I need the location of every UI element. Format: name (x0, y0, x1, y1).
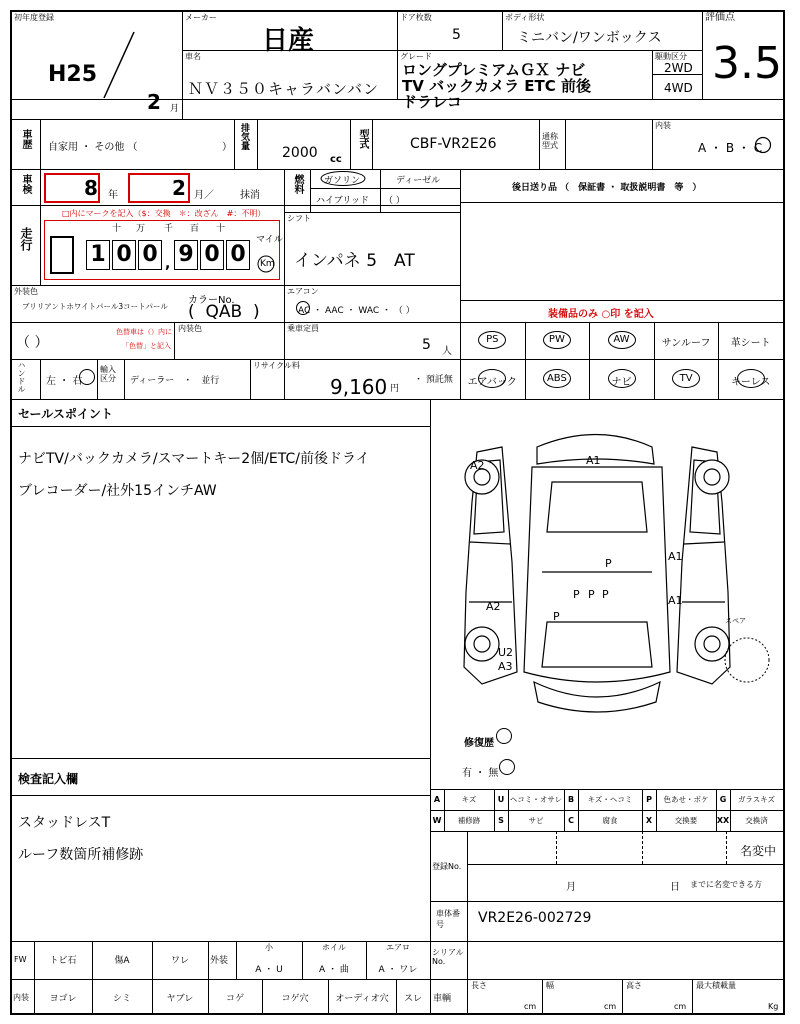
divider (380, 169, 381, 212)
maker-value: 日産 (262, 26, 315, 56)
odometer-place: 十 (112, 224, 122, 234)
repair-history-value: 有 ・ 無 (462, 768, 499, 779)
score-label: 評価点 (705, 12, 735, 23)
odometer-comma: , (165, 256, 171, 272)
damage-type: オーディオ穴 (335, 994, 389, 1004)
divider (467, 979, 468, 1015)
divider (40, 119, 41, 169)
legend-cell: U (497, 795, 505, 804)
mileage-note: □内にマークを記入（$：交換 ＊：改ざん #：不明） (62, 209, 266, 218)
serial-label: シリアルNo. (432, 948, 464, 966)
damage-mark: A1 (668, 550, 683, 563)
divider (539, 119, 540, 169)
damage-type: ヨゴレ (49, 994, 77, 1004)
cm-unit: cm (524, 1002, 537, 1011)
divider (467, 831, 468, 901)
circle-mark (498, 758, 516, 776)
circle-mark (737, 369, 765, 388)
cm-unit: cm (604, 1002, 617, 1011)
grade-line-1: ロングプレミアムＧＸ ナビ (402, 61, 586, 79)
maker-label: メーカー (185, 13, 217, 22)
damage-type: コゲ (225, 994, 244, 1004)
displacement-unit: cc (330, 154, 342, 165)
divider (467, 864, 783, 865)
interior-label: 内装 (13, 993, 29, 1002)
equipment-item: 革シート (730, 338, 771, 349)
divider (642, 831, 643, 864)
damage-type: ワレ (170, 956, 189, 966)
chassis-label: 車体番号 (436, 909, 460, 929)
divider (257, 119, 258, 169)
repair-history-label: 修復歴 (464, 738, 494, 749)
divider (460, 169, 461, 399)
legend-cell: 交換済 (745, 816, 768, 825)
car-name-label: 車名 (185, 52, 201, 61)
legend-cell: S (498, 816, 504, 825)
divider (12, 399, 783, 400)
docs-title: 後日送り品 （ 保証書 ・ 取扱説明書 等 ） (512, 183, 702, 193)
divider (40, 169, 41, 285)
divider (692, 979, 693, 1015)
equipment-item: エアバック (467, 377, 517, 388)
divider (12, 941, 783, 942)
damage-type: コゲ穴 (281, 994, 309, 1004)
era-year: H25 (48, 62, 98, 87)
recycle-deposit: ・ 預託無 (414, 375, 453, 385)
circle-mark (754, 136, 772, 154)
car-name-value: ＮＶ３５０キャラバンバン (188, 80, 379, 98)
fw-label: FW (14, 955, 27, 964)
divider (310, 188, 460, 189)
grade-line-2: TV バックカメラ ETC 前後 (402, 77, 591, 95)
unit-km: Km (260, 259, 275, 269)
odometer-digit: 0 (112, 240, 136, 270)
equipment-item: PS (486, 334, 499, 345)
damage-mark: A1 (586, 454, 601, 467)
red-note-1: 色替車は（）内に (116, 328, 172, 336)
sales-line-2: ブレコーダー/社外15インチAW (18, 483, 217, 499)
drive-2wd: 2WD (664, 61, 693, 75)
divider (182, 119, 783, 120)
divider (556, 831, 557, 864)
odometer-digit: 9 (174, 240, 198, 270)
divider (702, 12, 703, 99)
damage-mark: P (573, 588, 580, 601)
divider (430, 831, 783, 832)
month-unit: 月／ (194, 190, 214, 201)
divider (97, 359, 98, 399)
inspection-label: 車検 (20, 174, 31, 194)
inspection-year: 8 (84, 176, 98, 200)
ac-label: エアコン (287, 287, 319, 296)
handle-label: ハンドル (17, 361, 26, 393)
divider (124, 359, 125, 399)
chassis-number: VR2E26-002729 (478, 910, 592, 926)
legend-cell: 色あせ・ボケ (663, 795, 709, 804)
color-no: QAB (205, 302, 243, 322)
divider (430, 979, 431, 1015)
divider (12, 758, 430, 759)
length-label: 長さ (471, 981, 487, 990)
first-reg-label: 初年度登録 (14, 13, 54, 22)
damage-type: ヤブレ (166, 994, 194, 1004)
divider (250, 359, 251, 399)
damage-mark: A2 (486, 600, 501, 613)
import-value: ディーラー ・ 並行 (130, 376, 220, 386)
equipment-item: ナビ (611, 377, 632, 388)
color-no-value: ( QAB ) (188, 302, 260, 322)
odometer-digit: 0 (200, 240, 224, 270)
drive-label: 駆動区分 (655, 52, 687, 61)
red-note-2: 「色替」と記入 (122, 342, 171, 350)
common-model-label: 通称型式 (542, 132, 558, 150)
divider (397, 12, 398, 99)
circle-mark (478, 331, 506, 349)
legend-cell: A (433, 795, 441, 804)
divider (502, 12, 503, 50)
exterior-label: 外装 (210, 956, 229, 966)
year-unit: 年 (108, 190, 118, 201)
odometer-digit (50, 236, 74, 274)
sales-points-title: セールスポイント (18, 407, 113, 421)
divider (12, 169, 783, 170)
damage-mark: A2 (470, 459, 485, 472)
divider (234, 119, 235, 169)
legend-cell: ガラスキズ (737, 795, 776, 804)
equipment-item: PW (548, 334, 565, 345)
interior-color-label: 内装色 (178, 324, 202, 333)
odometer-place: 万 (136, 224, 146, 234)
fuel-hybrid: ハイブリッド (316, 196, 370, 206)
fuel-gas: ガソリン (324, 176, 361, 186)
small-label: 小 (265, 943, 273, 952)
equipment-item: TV (679, 373, 693, 384)
divider (430, 941, 431, 979)
inspection-month: 2 (172, 176, 186, 200)
doors-value: 5 (452, 27, 461, 43)
divider (622, 979, 623, 1015)
divider (467, 901, 468, 941)
legend-cell: B (567, 795, 575, 804)
divider (12, 119, 182, 120)
reg-day-unit: 日 (670, 882, 680, 893)
damage-mark: P (553, 610, 560, 623)
odometer-place: 十 (216, 224, 226, 234)
equipment-item: ABS (546, 373, 567, 384)
divider (350, 119, 351, 169)
capacity-value: 5 (422, 337, 431, 353)
circle-mark (295, 300, 311, 316)
inspection-line-2: ルーフ数箇所補修跡 (18, 847, 144, 863)
circle-mark (543, 331, 571, 349)
recycle-fee: 9,160 (330, 375, 388, 399)
legend-cell: サビ (528, 816, 544, 825)
small-value: A ・ U (255, 965, 283, 975)
shift-value: インパネ 5 AT (294, 251, 415, 271)
model-label: 型式 (357, 129, 368, 149)
history-close: ） (222, 142, 232, 153)
dims-label: 車輌 (433, 994, 452, 1004)
damage-mark: A3 (498, 660, 513, 673)
history-value: 自家用 ・ その他 （ (48, 142, 138, 153)
odometer-digit: 0 (138, 240, 162, 270)
damage-type: シミ (112, 994, 131, 1004)
legend-cell: キズ (461, 795, 477, 804)
aero-value: A ・ ワレ (378, 965, 418, 975)
damage-mark: P (605, 557, 612, 570)
divider (372, 119, 373, 169)
kg-unit: Kg (768, 1002, 779, 1011)
odometer-digit: 0 (226, 240, 250, 270)
fuel-diesel: ディーゼル (396, 176, 441, 186)
unit-mile: マイル (256, 235, 283, 245)
divider (284, 212, 460, 213)
shift-label: シフト (287, 214, 311, 223)
divider (182, 12, 183, 119)
odometer-place: 千 (164, 224, 174, 234)
legend-cell: ヘコミ・オサレ (509, 795, 563, 804)
legend-cell: XX (716, 816, 730, 825)
name-change: 名変中 (740, 844, 777, 858)
circle-mark (672, 369, 700, 388)
divider (310, 169, 311, 212)
handle-value: 左 ・ 右 (46, 376, 83, 387)
grade-label: グレード (400, 52, 432, 61)
divider (284, 285, 460, 286)
damage-mark: A1 (668, 594, 683, 607)
divider (208, 941, 209, 979)
damage-mark: U2 (498, 646, 514, 659)
circle-mark (78, 368, 96, 386)
slash-mark (102, 30, 142, 100)
legend-cell: C (568, 816, 574, 825)
divider (460, 202, 783, 203)
interior-grade: A ・ B ・ C (698, 141, 763, 155)
legend-cell: 腐食 (602, 816, 618, 825)
damage-mark: P (602, 588, 609, 601)
canceled: 抹消 (240, 190, 260, 201)
interior-label: 内装 (655, 121, 671, 130)
divider (430, 901, 783, 902)
divider (652, 119, 653, 169)
sales-line-1: ナビTV/バックカメラ/スマートキー2個/ETC/前後ドライ (18, 451, 370, 467)
legend-cell: 交換要 (674, 816, 698, 825)
divider (40, 359, 41, 399)
divider (726, 831, 727, 864)
legend-cell: G (719, 795, 727, 804)
legend-cell: P (646, 795, 652, 804)
recycle-label: リサイクル料 (253, 361, 300, 370)
divider (430, 399, 431, 941)
spare-label: スペア (725, 617, 746, 625)
divider (12, 322, 783, 323)
equipment-item: キーレス (730, 377, 771, 388)
recycle-unit: 円 (390, 384, 400, 394)
aero-label: エアロ (386, 943, 410, 952)
divider (565, 119, 566, 169)
reg-month: 2 (147, 90, 161, 114)
ac-value: AC ・ AAC ・ WAC ・ （ ） (298, 306, 415, 316)
damage-mark: P (588, 588, 595, 601)
damage-type: スレ (403, 994, 422, 1004)
divider (174, 322, 175, 359)
displacement-value: 2000 (282, 145, 318, 161)
inspection-line-1: スタッドレスT (18, 815, 111, 831)
exterior-color-label: 外装色 (14, 287, 38, 296)
fuel-other: （ ） (384, 196, 405, 206)
history-label: 車歴 (20, 129, 31, 149)
divider (182, 50, 702, 51)
circle-mark (608, 369, 636, 388)
odometer-digit: 1 (86, 240, 110, 270)
wheel-label: ホイル (322, 943, 346, 952)
exterior-color: ブリリアントホワイトパール3コートパール (22, 302, 168, 311)
divider (460, 300, 783, 301)
import-label: 輸入区分 (100, 365, 116, 383)
divider (12, 979, 783, 980)
doors-label: ドア枚数 (400, 13, 432, 22)
height-label: 高さ (626, 981, 642, 990)
capacity-label: 乗車定員 (287, 324, 319, 333)
reg-month-unit: 月 (566, 882, 576, 893)
name-change-deadline: までに名変できる方 (690, 880, 762, 889)
equipment-header: 装備品のみ ○印 を記入 (548, 309, 654, 320)
divider (12, 795, 430, 796)
legend-cell: 補修跡 (457, 816, 481, 825)
inspection-notes-title: 検査記入欄 (18, 772, 79, 786)
wheel-value: A ・ 曲 (319, 965, 349, 975)
divider (467, 941, 468, 979)
damage-type: 傷A (114, 956, 130, 966)
circle-mark (543, 369, 571, 388)
paren-field: （ ） (16, 335, 49, 351)
grade-line-3: ドラレコ (402, 93, 463, 111)
equipment-item: AW (613, 334, 630, 345)
odometer-place: 百 (190, 224, 200, 234)
circle-mark (256, 255, 276, 273)
displacement-label: 排気量 (239, 123, 249, 150)
model-value: CBF-VR2E26 (410, 136, 497, 152)
damage-type: トビ石 (49, 956, 77, 966)
month-unit: 月 (170, 104, 180, 114)
body-value: ミニバン/ワンボックス (517, 30, 662, 46)
load-label: 最大積載量 (696, 981, 736, 990)
circle-mark (318, 170, 368, 187)
circle-mark (608, 331, 636, 349)
drive-4wd: 4WD (664, 81, 693, 95)
capacity-unit: 人 (442, 346, 452, 357)
auction-sheet (10, 10, 785, 1015)
reg-no-label: 登録No. (432, 862, 462, 871)
circle-mark (495, 727, 513, 745)
divider (542, 979, 543, 1015)
legend-cell: キズ・ヘコミ (587, 795, 633, 804)
width-label: 幅 (546, 981, 554, 990)
legend-cell: W (432, 816, 442, 825)
car-diagram (442, 422, 777, 722)
score-value: 3.5 (712, 38, 782, 89)
legend-cell: X (645, 816, 653, 825)
equipment-item: サンルーフ (661, 338, 711, 349)
color-no-label: カラーNo. (188, 295, 235, 306)
divider (12, 285, 284, 286)
divider (12, 426, 430, 427)
divider (12, 359, 783, 360)
mileage-label: 走行 (19, 227, 33, 251)
fuel-label: 燃料 (292, 174, 303, 194)
body-label: ボディ形状 (505, 13, 545, 22)
cm-unit: cm (674, 1002, 687, 1011)
